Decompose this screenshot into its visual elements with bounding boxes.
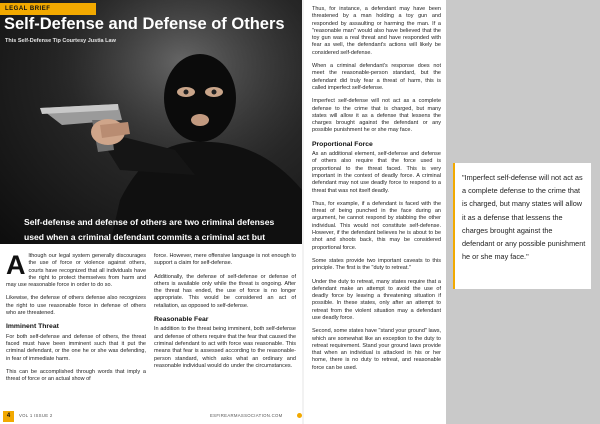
section-heading: Proportional Force [312,140,373,148]
paragraph: Some states provide two important caveats to this principle. The first is the "duty to retreat." [312,257,441,272]
page-gutter [302,0,304,424]
hero-image [0,0,302,244]
gunman-illustration [0,0,302,244]
website-url[interactable]: ESFIREARMASSOCIATION.COM [210,413,283,418]
paragraph [6,250,146,289]
paragraph: Second, some states have "stand your ground" laws, which are somewhat like an exception to the duty to retreat requirement. Stand your ground laws provide that when an individual is attacked in his or her home, there is no duty to retreat, and reasonable force can be used. [312,328,441,371]
accent-dot-icon [297,413,302,418]
paragraph: Imperfect self-defense will not act as a complete defense to the crime that is charged, but many states will allow it as a defense that lessens the charges brought against the defendant or any possible punishment he or she may face. [312,98,441,134]
paragraph: In addition to the threat being imminent, both self-defense and defense of others require that the fear that caused the criminal defendant to act with force was reasonable. This means that fear is assessed according to the reasonable-person standard, which asks what an ordinary and reasonable individual would do under the circumstances. [154,326,296,369]
paragraph: When a criminal defendant's response does not meet the reasonable-person standard, but the defendant did truly fear a threat of harm, this is called imperfect self-defense. [312,63,441,91]
paragraph: Thus, for instance, a defendant may have been threatened by a man holding a toy gun and responded by assaulting or harming the man. If a "reasonable man" would also have believed that the toy gun was a real threat and have responded with fear as well, the defendant's actions will likely be considered self-defense. [312,6,441,56]
paragraph: Likewise, the defense of others defense also recognizes the right to use reasonable force in defense of others who are threatened. [6,295,146,317]
paragraph: For both self-defense and defense of others, the threat faced must have been imminent such that it put the criminal defendant, or the one he or she was defending, in fear of immediate harm. [6,333,146,362]
hero-caption: Self-defense and defense of others are two criminal defenses used when a criminal defendant commits a criminal act but [24,217,275,242]
drop-cap: A [6,250,26,280]
article-subtitle: This Self-Defense Tip Courtesy Justia Law [5,38,116,44]
text-column-1 [6,250,146,389]
article-title: Self-Defense and Defense of Others [4,15,285,33]
section-heading: Imminent Threat [6,323,59,331]
section-heading: Reasonable Fear [154,316,209,324]
text-column-2 [154,253,296,376]
paragraph: Under the duty to retreat, many states require that a defendant make an attempt to avoid the use of deadly force by leaving a threatening situation if possible. In these states, only after an attempt to retreat from the violent situation may a defendant use deadly force. [312,278,441,321]
paragraph: force. However, mere offensive language is not enough to support a claim for self-defense. [154,253,296,267]
paragraph: Additionally, the defense of self-defense or defense of others is available only while the threat is ongoing. After the threat has ended, the use of force is no longer appropriate. This would be considered an act of retaliation, as opposed to self-defense. [154,273,296,309]
section-tag: LEGAL BRIEF [0,3,96,15]
paragraph: This can be accomplished through words that imply a threat of force or an actual show of [6,368,146,383]
paragraph-text: lthough our legal system generally discourages the use of force or violence against others, courts have recognized that all individuals have the right to protect themselves from harm and may use reasonable force in order to do so. [6,253,146,289]
pullquote-text: "Imperfect self-defense will not act as a complete defense to the crime that is charged, but many states will allow it as a defense that lessens the charges brought against the defendant or any possible punishment he or she may face." [462,173,586,262]
issue-label: VOL 1 ISSUE 2 [19,413,53,418]
page-number: 4 [3,411,14,422]
paragraph: As an additional element, self-defense and defense of others also require that the force used is proportional to the threat faced. This is very important in the context of deadly force. A criminal defendant may not use deadly force to respond to a threat that was not itself deadly. [312,151,441,194]
paragraph: Thus, for example, if a defendant is faced with the threat of being punched in the face during an argument, he cannot respond by stabbing the other individual. This would not constitute self-defense. However, if the defendant believes he is about to be shot and shoots back, this may be considered proportional force. [312,200,441,251]
text-column-3 [312,6,441,378]
